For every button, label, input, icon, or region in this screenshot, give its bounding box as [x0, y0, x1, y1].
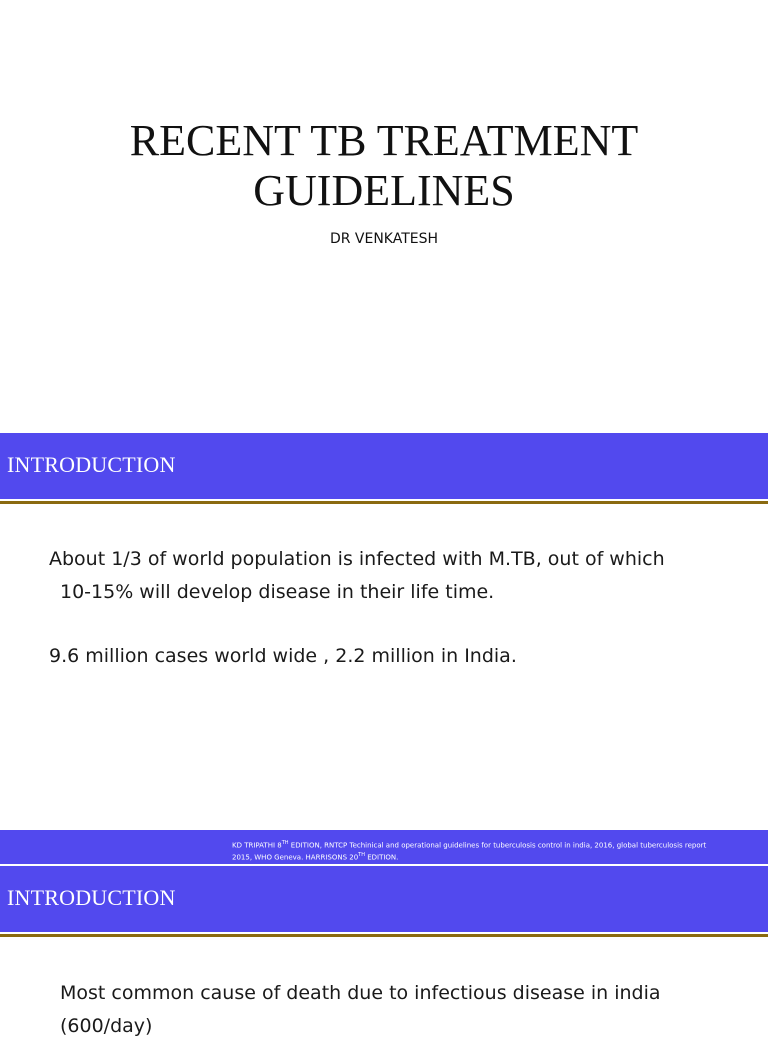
title-slide [0, 0, 768, 433]
slide2-bullet-1-line-2: 10-15% will develop disease in their life time. [60, 581, 495, 603]
slide2-bullet-1 [49, 543, 665, 609]
slide2-bullet-2: 9.6 million cases world wide , 2.2 million in India. [49, 645, 517, 667]
slide-subtitle: DR VENKATESH [329, 231, 439, 247]
slide3-bullet-1-line-2: (600/day) [60, 1015, 153, 1037]
slide2-footer-references [232, 838, 722, 863]
slide3-bullet-1 [60, 977, 661, 1043]
slide3-divider [0, 934, 768, 937]
slide3-bullet-1-line-1: Most common cause of death due to infectious disease in india [60, 982, 661, 1004]
slide-title [0, 116, 768, 216]
footer-ref-sup-1: TH [281, 840, 289, 846]
slide3-header: INTRODUCTION [7, 885, 176, 910]
footer-ref-part-2: EDITION, RNTCP Techinical and operational guidelines for tuberculosis control in india, 2016, global tuberculosis report 2015, WHO Geneva. HARRISONS 20 [232, 841, 707, 862]
footer-ref-sup-2: TH [358, 852, 365, 859]
slide2-divider [0, 501, 768, 504]
slide-title-line-2: GUIDELINES [253, 166, 515, 215]
slide2-bullet-1-line-1: About 1/3 of world population is infected with M.TB, out of which [49, 548, 665, 570]
footer-ref-part-3: EDITION. [364, 853, 399, 862]
slide-title-line-1: RECENT TB TREATMENT [129, 116, 639, 165]
slide2-header: INTRODUCTION [7, 452, 176, 477]
footer-ref-part-1: KD TRIPATHI 8 [232, 841, 282, 850]
